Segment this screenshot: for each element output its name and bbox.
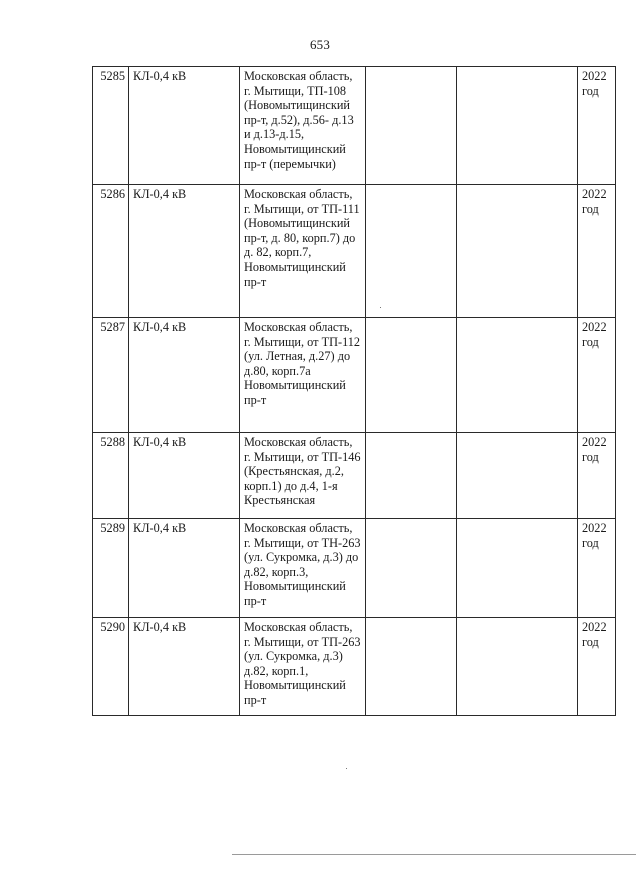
line-type: КЛ-0,4 кВ [129, 185, 240, 318]
empty-cell [457, 185, 578, 318]
line-address: Московская область, г. Мытищи, от ТП-111 (Новомытищинский пр-т, д. 80, корп.7) до д. 82, корп.7, Новомытищинский пр-т [240, 185, 366, 318]
empty-cell [457, 519, 578, 618]
row-number: 5289 [93, 519, 129, 618]
table-row [93, 618, 616, 716]
line-type: КЛ-0,4 кВ [129, 67, 240, 185]
empty-cell [457, 318, 578, 433]
footer-rule [232, 854, 636, 855]
line-address: Московская область, г. Мытищи, от ТП-263 (ул. Сукромка, д.3) д.82, корп.1, Новомытищинский пр-т [240, 618, 366, 716]
row-number: 5285 [93, 67, 129, 185]
row-number: 5288 [93, 433, 129, 519]
page-number: 653 [309, 37, 331, 52]
scan-speck [380, 307, 381, 308]
commission-year: 2022 год [578, 433, 616, 519]
row-number: 5287 [93, 318, 129, 433]
commission-year: 2022 год [578, 318, 616, 433]
table-row [93, 433, 616, 519]
line-type: КЛ-0,4 кВ [129, 519, 240, 618]
commission-year: 2022 год [578, 185, 616, 318]
line-type: КЛ-0,4 кВ [129, 618, 240, 716]
scan-speck [346, 768, 347, 769]
line-address: Московская область, г. Мытищи, от ТН-263 (ул. Сукромка, д.3) до д.82, корп.3, Новомытищинский пр-т [240, 519, 366, 618]
table-row [93, 519, 616, 618]
empty-cell [457, 67, 578, 185]
empty-cell [366, 67, 457, 185]
line-address: Московская область, г. Мытищи, от ТП-112 (ул. Летная, д.27) до д.80, корп.7а Новомытищинский пр-т [240, 318, 366, 433]
empty-cell [457, 618, 578, 716]
empty-cell [457, 433, 578, 519]
line-type: КЛ-0,4 кВ [129, 318, 240, 433]
empty-cell [366, 618, 457, 716]
line-type: КЛ-0,4 кВ [129, 433, 240, 519]
commission-year: 2022 год [578, 67, 616, 185]
line-address: Московская область, г. Мытищи, ТП-108 (Новомытищинский пр-т, д.52), д.56- д.13 и д.13-д.15, Новомытищинский пр-т (перемычки) [240, 67, 366, 185]
table-row [93, 318, 616, 433]
table-row [93, 67, 616, 185]
empty-cell [366, 519, 457, 618]
row-number: 5286 [93, 185, 129, 318]
empty-cell [366, 318, 457, 433]
commission-year: 2022 год [578, 519, 616, 618]
empty-cell [366, 433, 457, 519]
empty-cell [366, 185, 457, 318]
row-number: 5290 [93, 618, 129, 716]
commission-year: 2022 год [578, 618, 616, 716]
registry-table [92, 66, 616, 716]
line-address: Московская область, г. Мытищи, от ТП-146 (Крестьянская, д.2, корп.1) до д.4, 1-я Крестьянская [240, 433, 366, 519]
table-row [93, 185, 616, 318]
